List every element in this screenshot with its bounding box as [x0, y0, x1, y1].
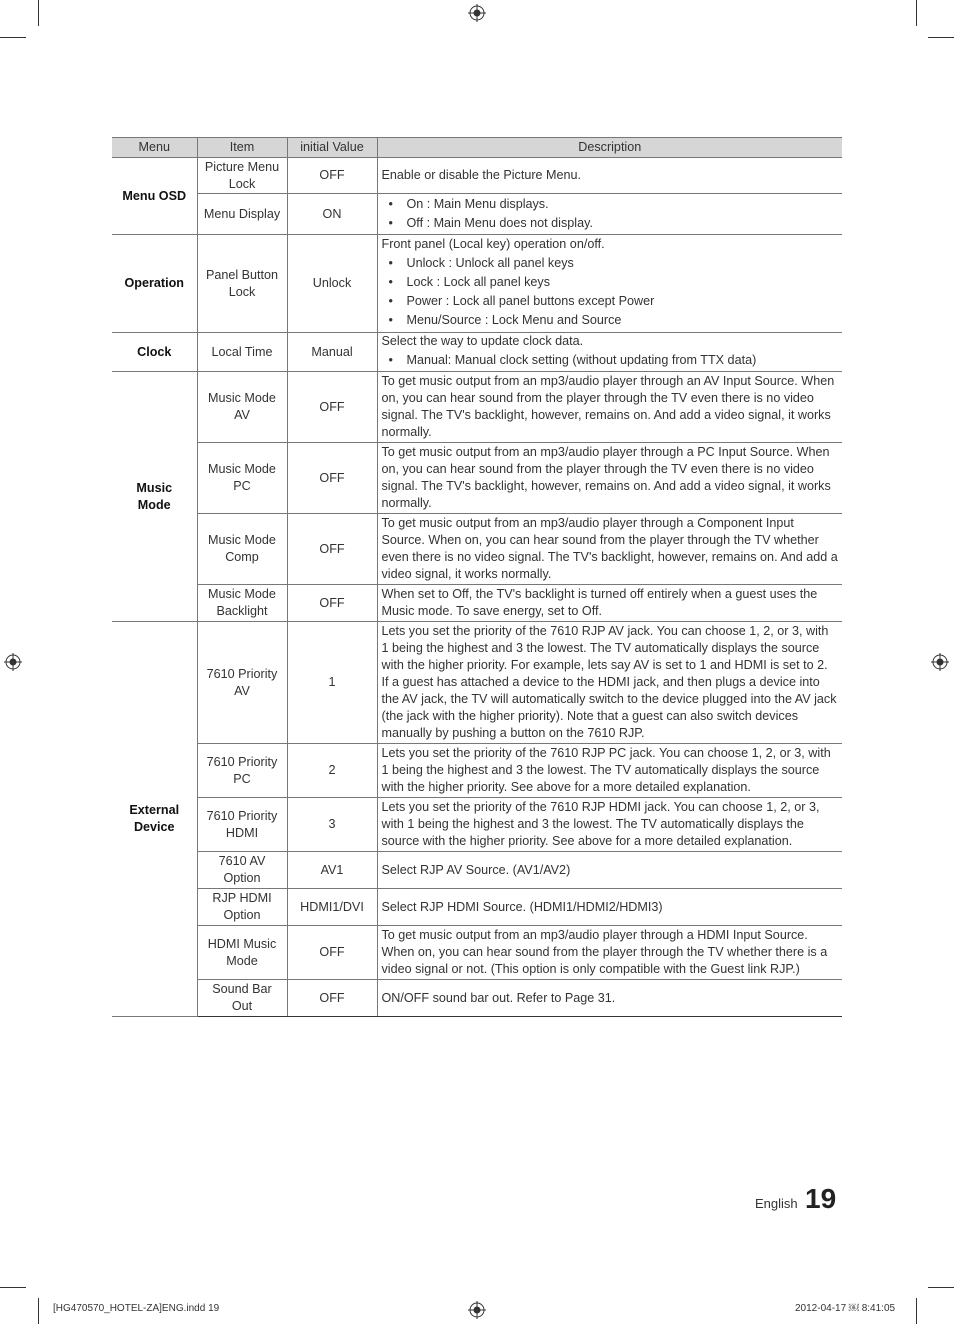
item-cell: Sound Bar Out	[197, 980, 287, 1017]
item-cell: 7610 Priority HDMI	[197, 798, 287, 852]
crop-mark	[916, 1298, 917, 1324]
description-cell	[377, 194, 842, 235]
list-item: • Off : Main Menu does not display.	[382, 215, 839, 232]
item-cell: Music Mode PC	[197, 443, 287, 514]
registration-mark-icon	[468, 4, 486, 22]
value-cell: AV1	[287, 852, 377, 889]
crop-mark	[38, 1298, 39, 1324]
menu-cell: Operation	[112, 235, 197, 333]
column-header-description: Description	[377, 138, 842, 158]
print-slug-date: 2012-04-17 ￼ 8:41:05	[795, 1303, 896, 1314]
print-slug-file: [HG470570_HOTEL-ZA]ENG.indd 19	[53, 1303, 220, 1314]
table-row	[112, 514, 842, 585]
menu-cell: Menu OSD	[112, 158, 197, 235]
table-row	[112, 622, 842, 744]
registration-mark-icon	[931, 653, 949, 671]
value-cell: OFF	[287, 585, 377, 622]
table-row	[112, 372, 842, 443]
crop-mark	[38, 0, 39, 26]
crop-mark	[0, 37, 26, 38]
settings-table	[112, 137, 842, 1017]
description-cell: When set to Off, the TV's backlight is turned off entirely when a guest uses the Music mode. To save energy, set to Off.	[377, 585, 842, 622]
item-cell: Music Mode Comp	[197, 514, 287, 585]
footer-language: English	[755, 1196, 798, 1211]
crop-mark	[0, 1287, 26, 1288]
table-row	[112, 235, 842, 333]
item-cell: Panel Button Lock	[197, 235, 287, 333]
description-cell: To get music output from an mp3/audio player through an AV Input Source. When on, you can hear sound from the player through the TV even there is no video signal. The TV's backlight, however, remains on. And add a video signal, it works normally.	[377, 372, 842, 443]
value-cell: OFF	[287, 443, 377, 514]
table-row	[112, 194, 842, 235]
registration-mark-icon	[4, 653, 22, 671]
table-row	[112, 333, 842, 372]
description-text: Select the way to update clock data.	[381, 334, 584, 348]
description-cell: Select RJP AV Source. (AV1/AV2)	[377, 852, 842, 889]
list-item: • Power : Lock all panel buttons except Power	[382, 293, 839, 310]
crop-mark	[916, 0, 917, 26]
table-row	[112, 889, 842, 926]
table-header-row	[112, 138, 842, 158]
value-cell: OFF	[287, 980, 377, 1017]
crop-mark	[928, 37, 954, 38]
table-row	[112, 744, 842, 798]
list-item: • On : Main Menu displays.	[382, 196, 839, 213]
table-row	[112, 926, 842, 980]
value-cell: ON	[287, 194, 377, 235]
value-cell: HDMI1/DVI	[287, 889, 377, 926]
bullet-list	[382, 352, 839, 369]
value-cell: 2	[287, 744, 377, 798]
list-item: • Menu/Source : Lock Menu and Source	[382, 312, 839, 329]
description-text: Front panel (Local key) operation on/off.	[381, 237, 605, 251]
column-header-item: Item	[197, 138, 287, 158]
bullet-list	[382, 196, 839, 232]
description-cell: Lets you set the priority of the 7610 RJP PC jack. You can choose 1, 2, or 3, with 1 being the highest and 3 the lowest. The TV automatically displays the source with the higher priority. See above for a more detailed explanation.	[377, 744, 842, 798]
list-item: • Manual: Manual clock setting (without updating from TTX data)	[382, 352, 839, 369]
description-cell: Lets you set the priority of the 7610 RJP AV jack. You can choose 1, 2, or 3, with 1 being the highest and 3 the lowest. The TV automatically displays the source with the higher priority. For example, lets say AV is set to 1 and HDMI is set to 2. If a guest has attached a device to the HDMI jack, and then plugs a device into the AV jack, the TV will automatically switch to the device plugged into the AV jack (the jack with the higher priority). Note that a guest can also switch devices manually by pushing a button on the 7610 RJP.	[377, 622, 842, 744]
menu-cell: Clock	[112, 333, 197, 372]
item-cell: Picture Menu Lock	[197, 158, 287, 194]
description-cell: Enable or disable the Picture Menu.	[377, 158, 842, 194]
list-item: • Unlock : Unlock all panel keys	[382, 255, 839, 272]
item-cell: 7610 AV Option	[197, 852, 287, 889]
table-row	[112, 158, 842, 194]
value-cell: OFF	[287, 514, 377, 585]
column-header-initial-value: initial Value	[287, 138, 377, 158]
table-row	[112, 443, 842, 514]
item-cell: RJP HDMI Option	[197, 889, 287, 926]
list-item: • Lock : Lock all panel keys	[382, 274, 839, 291]
table-row	[112, 980, 842, 1017]
column-header-menu: Menu	[112, 138, 197, 158]
item-cell: Music Mode AV	[197, 372, 287, 443]
value-cell: OFF	[287, 158, 377, 194]
description-cell: Lets you set the priority of the 7610 RJP HDMI jack. You can choose 1, 2, or 3, with 1 being the highest and 3 the lowest. The TV automatically displays the source with the higher priority. See above for a more detailed explanation.	[377, 798, 842, 852]
item-cell: 7610 Priority AV	[197, 622, 287, 744]
item-cell: HDMI Music Mode	[197, 926, 287, 980]
bullet-list	[382, 255, 839, 329]
description-cell: ON/OFF sound bar out. Refer to Page 31.	[377, 980, 842, 1017]
menu-cell: External Device	[112, 622, 197, 1017]
value-cell: OFF	[287, 926, 377, 980]
registration-mark-icon	[468, 1301, 486, 1319]
description-cell: To get music output from an mp3/audio player through a HDMI Input Source. When on, you can hear sound from the player through the TV whether there is a video signal or not. (This option is only compatible with the Guest link RJP.)	[377, 926, 842, 980]
page-number: 19	[805, 1183, 837, 1214]
crop-mark	[928, 1287, 954, 1288]
table-row	[112, 798, 842, 852]
item-cell: Menu Display	[197, 194, 287, 235]
menu-cell: Music Mode	[112, 372, 197, 622]
description-cell	[377, 333, 842, 372]
table-row	[112, 852, 842, 889]
value-cell: 1	[287, 622, 377, 744]
value-cell: OFF	[287, 372, 377, 443]
description-cell: Select RJP HDMI Source. (HDMI1/HDMI2/HDMI3)	[377, 889, 842, 926]
item-cell: Music Mode Backlight	[197, 585, 287, 622]
value-cell: Unlock	[287, 235, 377, 333]
value-cell: Manual	[287, 333, 377, 372]
item-cell: Local Time	[197, 333, 287, 372]
description-cell: To get music output from an mp3/audio player through a Component Input Source. When on, you can hear sound from the player through the TV whether even there is no video signal. The TV's backlight, however, remains on. And add a video signal, it works normally.	[377, 514, 842, 585]
value-cell: 3	[287, 798, 377, 852]
item-cell: 7610 Priority PC	[197, 744, 287, 798]
table-row	[112, 585, 842, 622]
description-cell	[377, 235, 842, 333]
description-cell: To get music output from an mp3/audio player through a PC Input Source. When on, you can hear sound from the player through the TV even there is no video signal. The TV's backlight, however, remains on. And add a video signal, it works normally.	[377, 443, 842, 514]
